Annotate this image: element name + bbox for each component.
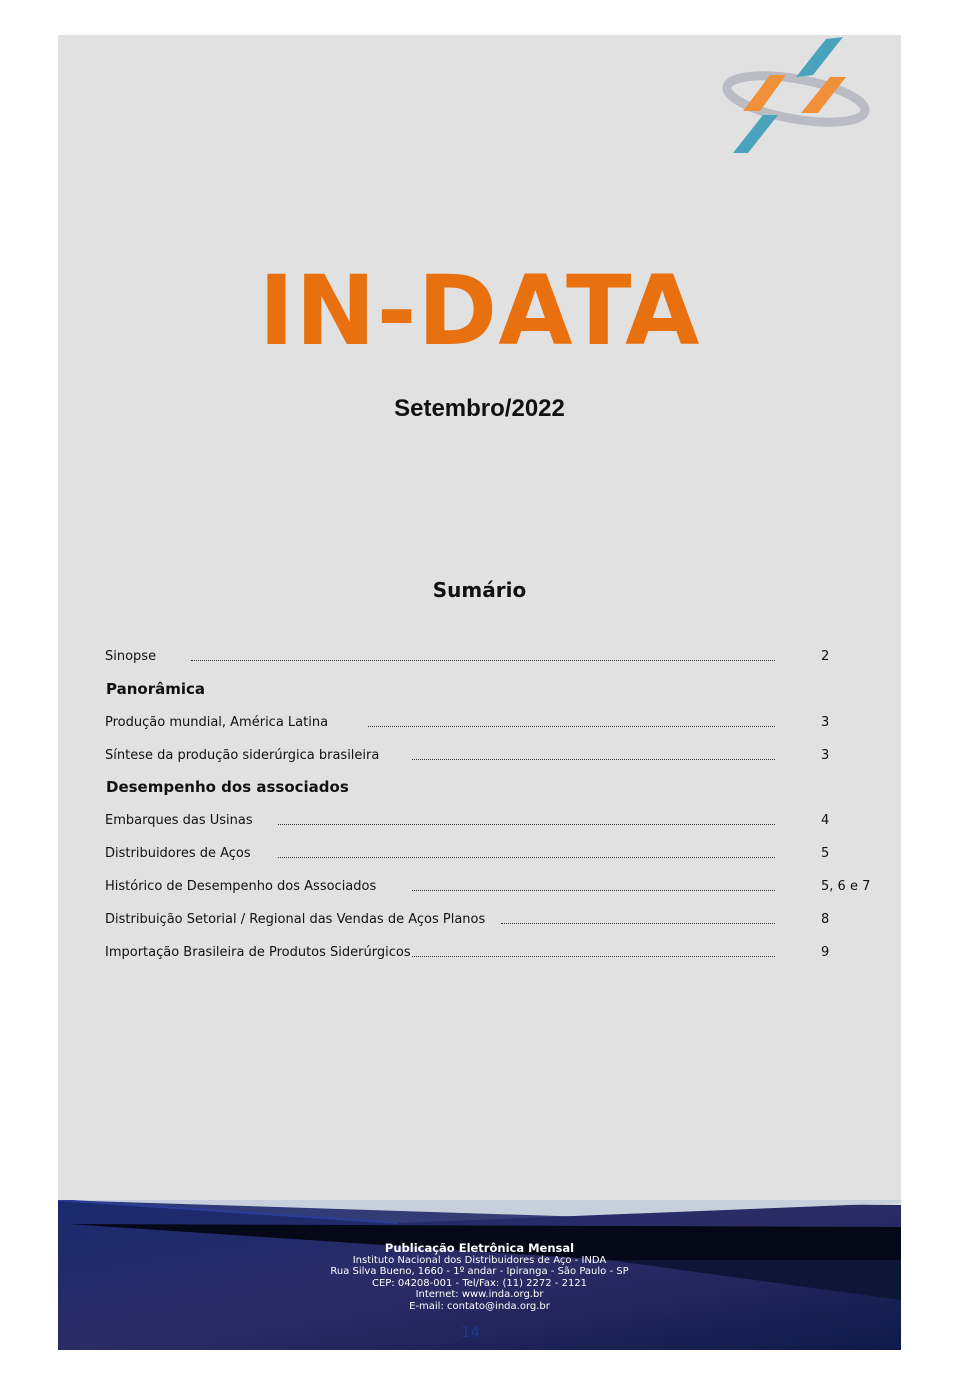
footer-title: Publicação Eletrônica Mensal	[384, 1241, 575, 1255]
toc-leader-dots	[191, 660, 775, 661]
toc-entry-label: Sinopse	[105, 649, 157, 664]
toc-entry-distribuicao-setorial[interactable]	[105, 912, 845, 932]
toc-entry-page: 5	[821, 846, 830, 861]
toc-entry-distribuidores[interactable]	[105, 846, 845, 866]
toc-entry-sintese-producao[interactable]	[105, 748, 845, 768]
toc-entry-label: Histórico de Desempenho dos Associados	[105, 879, 377, 894]
toc-entry-label: Importação Brasileira de Produtos Siderúrgicos	[105, 945, 411, 960]
toc-section-desempenho: Desempenho dos associados	[106, 778, 349, 796]
toc-entry-label: Síntese da produção siderúrgica brasileira	[105, 748, 380, 763]
toc-entry-importacao[interactable]	[105, 945, 845, 965]
toc-entry-page: 3	[821, 715, 830, 730]
toc-entry-page: 3	[821, 748, 830, 763]
footer-line: Rua Silva Bueno, 1660 - 1º andar - Ipiranga - São Paulo - SP	[330, 1266, 629, 1277]
document-page	[58, 35, 901, 1350]
footer-text	[58, 1243, 901, 1312]
toc-entry-label: Distribuição Setorial / Regional das Vendas de Aços Planos	[105, 912, 486, 927]
toc-leader-dots	[278, 857, 775, 858]
footer-website[interactable]: Internet: www.inda.org.br	[415, 1289, 544, 1300]
footer-line: Instituto Nacional dos Distribuidores de Aço - INDA	[352, 1254, 607, 1266]
toc-entry-historico[interactable]	[105, 879, 871, 899]
toc-heading: Sumário	[432, 578, 527, 602]
toc-entry-embarques[interactable]	[105, 813, 845, 833]
toc-entry-label: Produção mundial, América Latina	[105, 715, 329, 730]
toc-leader-dots	[412, 890, 775, 891]
toc-leader-dots	[501, 923, 775, 924]
toc-entry-page: 4	[821, 813, 830, 828]
toc-section-panoramica: Panorâmica	[106, 680, 206, 698]
toc-entry-page: 5, 6 e 7	[821, 879, 871, 894]
toc-leader-dots	[412, 956, 775, 957]
toc-entry-producao-mundial[interactable]	[105, 715, 845, 735]
toc-entry-label: Embarques das Usinas	[105, 813, 253, 828]
toc-entry-page: 9	[821, 945, 830, 960]
toc-leader-dots	[278, 824, 775, 825]
publication-date: Setembro/2022	[394, 395, 565, 422]
footer-line: CEP: 04208-001 - Tel/Fax: (11) 2272 - 2121	[371, 1277, 588, 1289]
footer-email[interactable]: E-mail: contato@inda.org.br	[409, 1300, 550, 1312]
toc-entry-page: 8	[821, 912, 830, 927]
toc-entry-label: Distribuidores de Aços	[105, 846, 251, 861]
publication-title: IN-DATA	[258, 255, 701, 367]
toc-leader-dots	[368, 726, 775, 727]
toc-leader-dots	[412, 759, 775, 760]
toc-entry-sinopse[interactable]	[105, 649, 845, 669]
inda-logo-icon	[718, 35, 878, 160]
page-number: 14	[460, 1323, 481, 1341]
footer-banner	[58, 1200, 901, 1350]
toc-entry-page: 2	[821, 649, 830, 664]
